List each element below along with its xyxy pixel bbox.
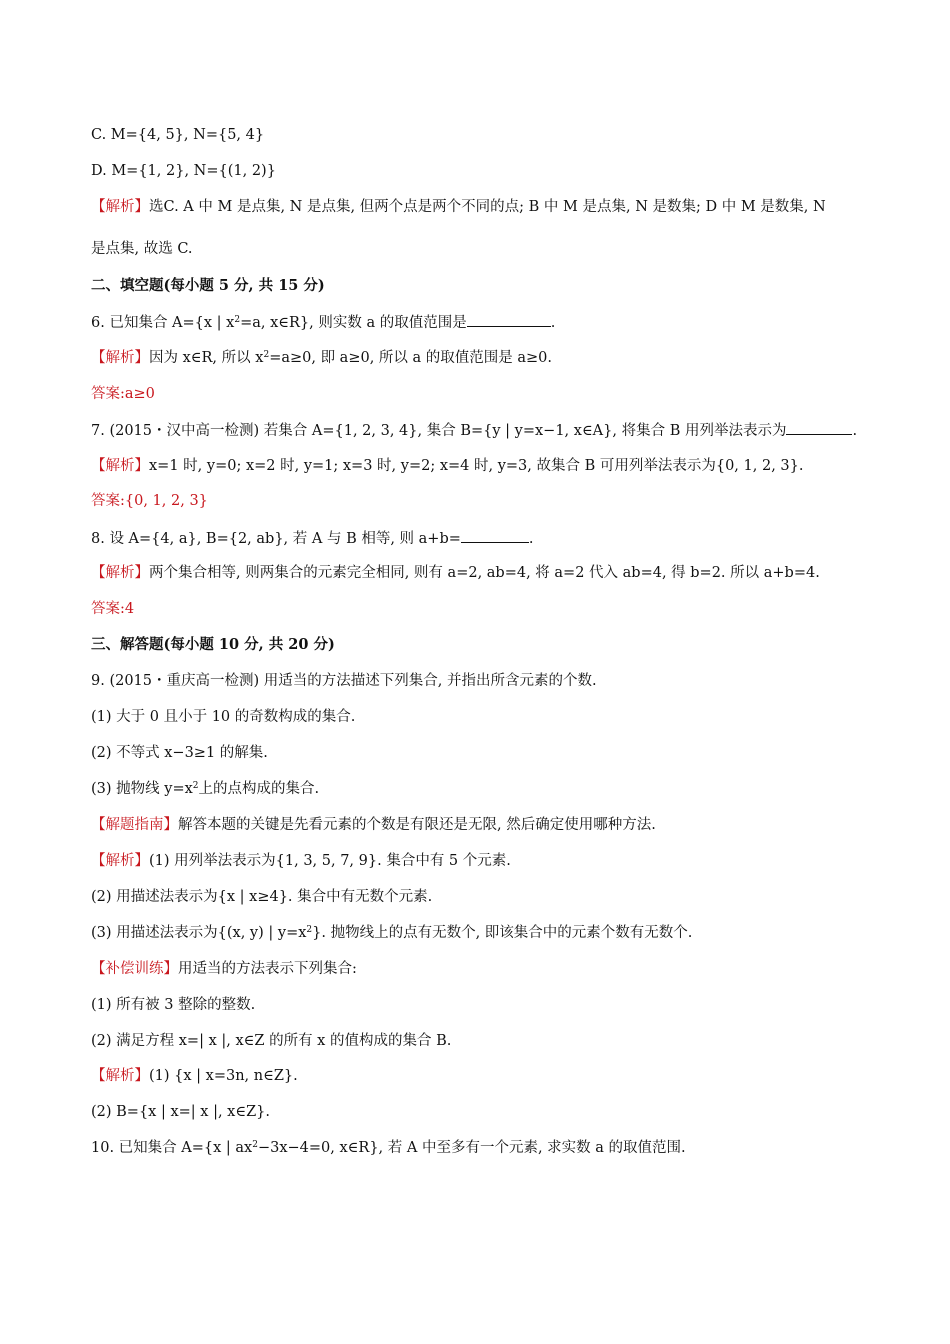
question-text: (3) 抛物线 y=x — [91, 781, 193, 797]
analysis-9-part-2 — [91, 887, 890, 907]
superscript: 2 — [234, 315, 241, 325]
analysis-5 — [91, 197, 890, 217]
analysis-tag: 【解析】 — [91, 199, 149, 215]
analysis-text: (2) 用描述法表示为{x | x≥4}. 集合中有无数个元素. — [91, 889, 433, 905]
analysis-text: }. 抛物线上的点有无数个, 即该集合中的元素个数有无数个. — [312, 925, 693, 941]
analysis-text: (3) 用描述法表示为{(x, y) | y=x — [91, 925, 307, 941]
question-text: =a, x∈R}, 则实数 a 的取值范围是 — [240, 315, 467, 331]
answer-text: 答案:4 — [91, 601, 135, 617]
analysis-tag: 【解析】 — [91, 350, 149, 366]
option-d-text: D. M={1, 2}, N={(1, 2)} — [91, 163, 276, 179]
analysis-tag: 【解析】 — [91, 458, 149, 474]
superscript: 2 — [306, 925, 313, 935]
answer-text: 答案:a≥0 — [91, 386, 155, 402]
analysis-tag: 【解析】 — [91, 853, 149, 869]
question-10 — [91, 1138, 890, 1158]
answer-6 — [91, 384, 890, 404]
question-7 — [91, 420, 890, 441]
question-8 — [91, 528, 890, 549]
question-text: 9. (2015・重庆高一检测) 用适当的方法描述下列集合, 并指出所含元素的个数. — [91, 673, 597, 689]
question-text: (2) 不等式 x−3≥1 的解集. — [91, 745, 268, 761]
analysis-tag: 【解析】 — [91, 1068, 149, 1084]
question-text: . — [852, 423, 858, 439]
option-c — [91, 125, 890, 145]
analysis-9-part-3 — [91, 923, 890, 943]
analysis-7 — [91, 456, 890, 476]
section-heading-fill — [91, 276, 890, 296]
question-text: 8. 设 A={4, a}, B={2, ab}, 若 A 与 B 相等, 则 a+b= — [91, 531, 461, 547]
guide-tag: 【解题指南】 — [91, 817, 178, 833]
training-text: (1) 所有被 3 整除的整数. — [91, 997, 256, 1013]
superscript: 2 — [252, 1140, 258, 1150]
section-heading-solve — [91, 635, 890, 655]
training-text: (2) 满足方程 x=| x |, x∈Z 的所有 x 的值构成的集合 B. — [91, 1033, 452, 1049]
option-d — [91, 161, 890, 181]
analysis-text: (2) B={x | x=| x |, x∈Z}. — [91, 1104, 270, 1120]
option-c-text: C. M={4, 5}, N={5, 4} — [91, 127, 265, 143]
superscript: 2 — [192, 781, 199, 791]
answer-blank — [461, 528, 529, 543]
training-text: 用适当的方法表示下列集合: — [178, 961, 357, 977]
question-text: (1) 大于 0 且小于 10 的奇数构成的集合. — [91, 709, 356, 725]
question-6 — [91, 312, 890, 333]
analysis-tag: 【解析】 — [91, 565, 149, 581]
analysis-5-cont — [91, 239, 890, 259]
question-9-part-3 — [91, 779, 890, 799]
training-tag: 【补偿训练】 — [91, 961, 178, 977]
analysis-text: x=1 时, y=0; x=2 时, y=1; x=3 时, y=2; x=4 时, y=3, 故集合 B 可用列举法表示为{0, 1, 2, 3}. — [149, 458, 804, 474]
analysis-text: (1) 用列举法表示为{1, 3, 5, 7, 9}. 集合中有 5 个元素. — [149, 853, 511, 869]
analysis-text: 是点集, 故选 C. — [91, 241, 193, 257]
answer-blank — [467, 312, 551, 327]
question-text: 6. 已知集合 A={x | x — [91, 315, 235, 331]
question-9-part-2 — [91, 743, 890, 763]
question-text: . — [528, 531, 534, 547]
analysis-6 — [91, 348, 890, 368]
analysis-text: =a≥0, 即 a≥0, 所以 a 的取值范围是 a≥0. — [269, 350, 553, 366]
analysis-text: 两个集合相等, 则两集合的元素完全相同, 则有 a=2, ab=4, 将 a=2 代入 ab=4, 得 b=2. 所以 a+b=4. — [149, 565, 820, 581]
answer-8 — [91, 599, 890, 619]
section-heading-text: 二、填空题(每小题 5 分, 共 15 分) — [91, 277, 325, 294]
analysis-9-part-1 — [91, 851, 890, 871]
training-part-1 — [91, 995, 890, 1015]
guide-9 — [91, 815, 890, 835]
analysis-text: 选C. A 中 M 是点集, N 是点集, 但两个点是两个不同的点; B 中 M 是点集, N 是数集; D 中 M 是数集, N — [149, 199, 826, 215]
answer-text: 答案:{0, 1, 2, 3} — [91, 493, 208, 509]
analysis-text: (1) {x | x=3n, n∈Z}. — [149, 1068, 298, 1084]
section-heading-text: 三、解答题(每小题 10 分, 共 20 分) — [91, 636, 335, 653]
question-text: 上的点构成的集合. — [198, 781, 320, 797]
answer-blank — [786, 420, 852, 435]
training-analysis-2 — [91, 1102, 890, 1122]
question-9-part-1 — [91, 707, 890, 727]
superscript: 2 — [263, 350, 270, 360]
training-part-2 — [91, 1031, 890, 1051]
guide-text: 解答本题的关键是先看元素的个数是有限还是无限, 然后确定使用哪种方法. — [178, 817, 656, 833]
question-text: 7. (2015・汉中高一检测) 若集合 A={1, 2, 3, 4}, 集合 B={y | y=x−1, x∈A}, 将集合 B 用列举法表示为 — [91, 423, 787, 439]
question-text: −3x−4=0, x∈R}, 若 A 中至多有一个元素, 求实数 a 的取值范围. — [257, 1140, 686, 1156]
question-text: . — [550, 315, 556, 331]
question-9 — [91, 671, 890, 691]
analysis-text: 因为 x∈R, 所以 x — [149, 350, 264, 366]
training-analysis-1 — [91, 1066, 890, 1086]
analysis-8 — [91, 563, 890, 583]
answer-7 — [91, 491, 890, 511]
question-text: 10. 已知集合 A={x | ax — [91, 1140, 253, 1156]
compensation-training — [91, 959, 890, 979]
